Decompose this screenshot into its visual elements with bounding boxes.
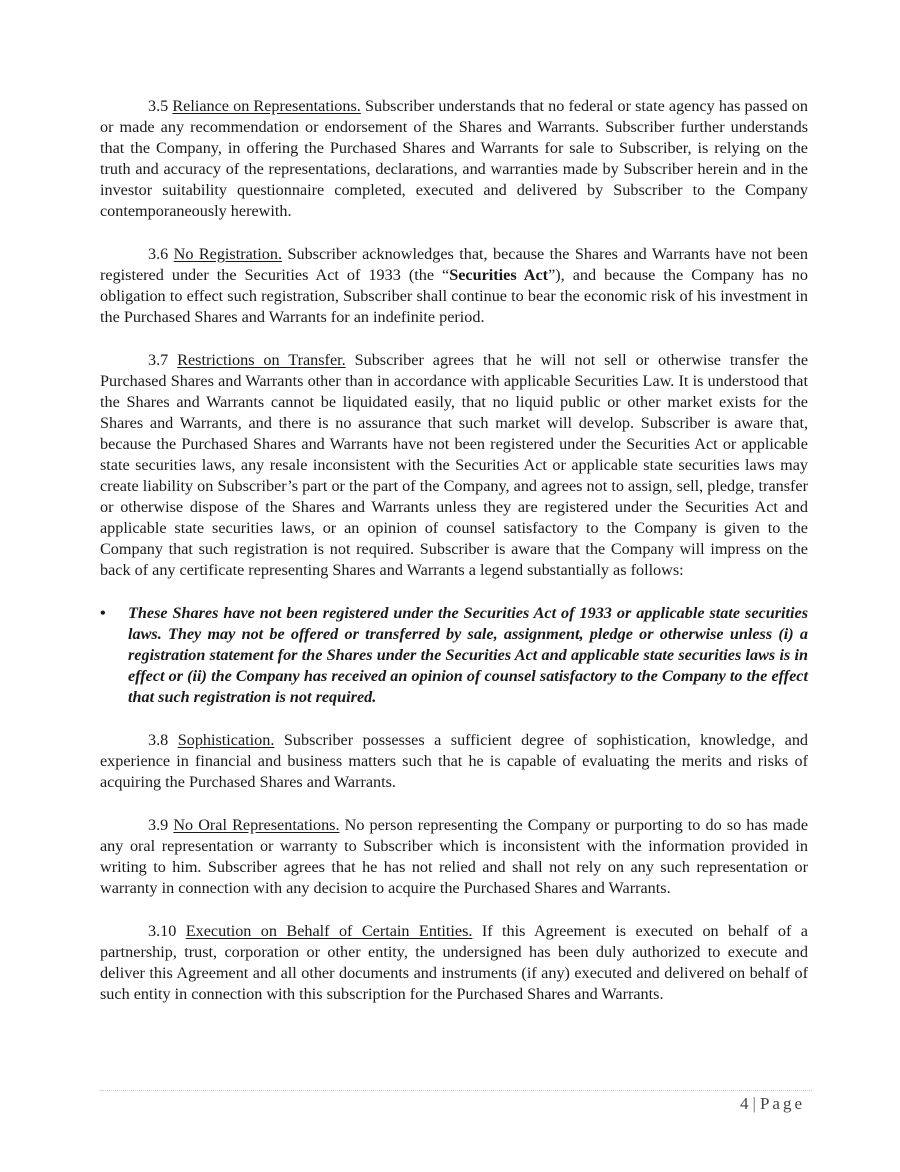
footer-divider (100, 1090, 812, 1091)
section-3-8 (100, 730, 808, 793)
section-3-9 (100, 815, 808, 899)
section-number: 3.7 (148, 351, 169, 369)
section-3-5 (100, 96, 808, 222)
defined-term: Securities Act (449, 266, 549, 284)
section-heading: Restrictions on Transfer. (177, 351, 346, 369)
section-number: 3.6 (148, 245, 169, 263)
section-heading: Sophistication. (177, 731, 275, 749)
section-3-7 (100, 350, 808, 581)
page-number: 4 (740, 1094, 752, 1113)
securities-legend: • These Shares have not been registered under the Securities Act of 1933 or applicable state securities laws. They may not be offered or transferred by sale, assignment, pledge or otherwise unless (i) a registration statement for the Shares under the Securities Act and applicable state securities laws is in effect or (ii) the Company has received an opinion of counsel satisfactory to the Company to the effect that such registration is not required. (100, 604, 808, 706)
section-body: No person representing the Company or purporting to do so has made any oral representation or warranty to Subscriber which is inconsistent with the information provided in writing to him. Subscriber agrees that he has not relied and shall not rely on any such representation or warranty in connection with any decision to acquire the Purchased Shares and Warrants. (100, 816, 809, 897)
page-separator: | (752, 1094, 759, 1113)
section-heading: Reliance on Representations. (172, 97, 361, 115)
section-number: 3.9 (148, 816, 169, 834)
section-heading: Execution on Behalf of Certain Entities. (185, 922, 473, 940)
section-number: 3.5 (148, 97, 169, 115)
section-heading: No Registration. (173, 245, 283, 263)
page-label: Page (759, 1094, 805, 1113)
section-body: Subscriber possesses a sufficient degree of sophistication, knowledge, and experience in financial and business matters such that he is capable of evaluating the merits and risks of acquiring the Purchased Shares and Warrants. (100, 731, 809, 791)
section-3-6 (100, 244, 808, 328)
section-body-continued: ”), and because the Company has no obligation to effect such registration, Subscriber shall continue to bear the economic risk of his investment in the Purchased Shares and Warrants for an indefinite period. (100, 266, 808, 326)
section-body: Subscriber acknowledges that, because the Shares and Warrants have not been registered under the Securities Act of 1933 (the “ (100, 245, 808, 284)
section-body: Subscriber understands that no federal or state agency has passed on or made any recommendation or endorsement of the Shares and Warrants. Subscriber further understands that the Company, in offering the Purchased Shares and Warrants for sale to Subscriber, is relying on the truth and accuracy of the representations, declarations, and warranties made by Subscriber herein and in the investor suitability questionnaire completed, executed and delivered by Subscriber to the Company contemporaneously herewith. (100, 97, 808, 220)
section-3-10 (100, 921, 808, 1005)
page-footer (740, 1093, 805, 1114)
document-page (100, 96, 808, 1027)
section-number: 3.8 (148, 731, 169, 749)
section-heading: No Oral Representations. (173, 816, 340, 834)
legend-text: These Shares have not been registered under the Securities Act of 1933 or applicable state securities laws. They may not be offered or transferred by sale, assignment, pledge or otherwise unless (i) a registration statement for the Shares under the Securities Act and applicable state securities laws is in effect or (ii) the Company has received an opinion of counsel satisfactory to the Company to the effect that such registration is not required. (128, 604, 808, 706)
section-number: 3.10 (148, 922, 177, 940)
section-body: Subscriber agrees that he will not sell or otherwise transfer the Purchased Shares and Warrants other than in accordance with applicable Securities Law. It is understood that the Shares and Warrants cannot be liquidated easily, that no liquid public or other market exists for the Shares and Warrants, and there is no assurance that such market will develop. Subscriber is aware that, because the Purchased Shares and Warrants have not been registered under the Securities Act or applicable state securities laws, any resale inconsistent with the Securities Act or applicable state securities laws may create liability on Subscriber’s part or the part of the Company, and agrees not to assign, sell, pledge, transfer or otherwise dispose of the Shares and Warrants unless they are registered under the Securities Act and applicable state securities laws, or an opinion of counsel satisfactory to the Company is given to the Company that such registration is not required. Subscriber is aware that the Company will impress on the back of any certificate representing Shares and Warrants a legend substantially as follows: (100, 351, 809, 579)
section-body: If this Agreement is executed on behalf of a partnership, trust, corporation or other entity, the undersigned has been duly authorized to execute and deliver this Agreement and all other documents and instruments (if any) executed and delivered on behalf of such entity in connection with this subscription for the Purchased Shares and Warrants. (100, 922, 808, 1003)
